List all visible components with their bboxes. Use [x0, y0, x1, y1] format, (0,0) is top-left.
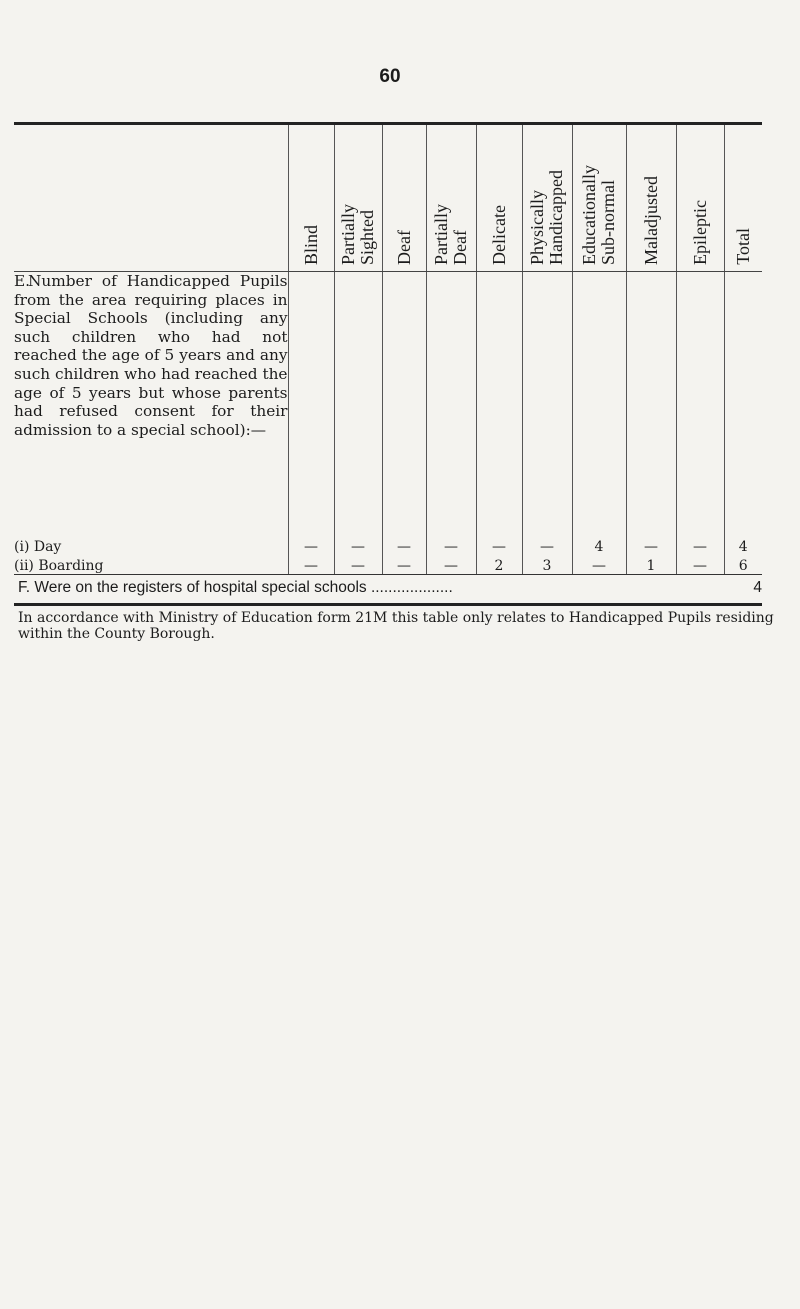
col-header-text: Educationally [579, 165, 600, 265]
col-header-deaf [382, 124, 426, 272]
value-cell: 1 [626, 555, 676, 575]
col-header-text: Partially [338, 204, 359, 265]
table-row-day [14, 536, 762, 555]
empty-cell [334, 272, 382, 537]
col-header-text: Sighted [357, 209, 377, 265]
row-label: (i) Day [14, 539, 62, 555]
section-e-description [14, 272, 288, 537]
value-cell: — [626, 536, 676, 555]
value-cell: — [334, 555, 382, 575]
value-cell: 4 [724, 536, 762, 555]
handicapped-pupils-table [14, 122, 762, 575]
page-number: 60 [379, 66, 401, 87]
col-header-text: Sub-normal [598, 180, 618, 265]
value-cell: 3 [522, 555, 572, 575]
col-header-maladjusted [626, 124, 676, 272]
value-cell: — [382, 555, 426, 575]
header-blank-cell [14, 124, 288, 272]
col-header-text: Total [732, 228, 753, 265]
footnote: In accordance with Ministry of Education form 21M this table only relates to Handicapped Pupils residing within the County Borough. [18, 610, 774, 642]
section-f-value: 4 [753, 579, 762, 596]
section-e-prefix: E. [14, 272, 31, 290]
col-header-text: Physically [527, 190, 548, 265]
col-header-partially-deaf [426, 124, 476, 272]
empty-cell [426, 272, 476, 537]
col-header-partially-sighted [334, 124, 382, 272]
col-header-text: Partially [431, 204, 452, 265]
value-cell: — [334, 536, 382, 555]
value-cell: — [382, 536, 426, 555]
col-header-text: Handicapped [546, 170, 566, 265]
section-f-text: F. Were on the registers of hospital special schools ................... [18, 579, 453, 596]
value-cell: — [426, 536, 476, 555]
value-cell: 6 [724, 555, 762, 575]
col-header-delicate [476, 124, 522, 272]
empty-cell [382, 272, 426, 537]
empty-cell [724, 272, 762, 537]
value-cell: — [476, 536, 522, 555]
divider-rule [14, 603, 762, 606]
col-header-text: Blind [300, 224, 321, 265]
row-label: (ii) Boarding [14, 555, 288, 575]
col-header-text: Deaf [450, 230, 470, 265]
empty-cell [476, 272, 522, 537]
col-header-physically-handicapped [522, 124, 572, 272]
col-header-blind [288, 124, 334, 272]
value-cell: — [426, 555, 476, 575]
value-cell: 2 [476, 555, 522, 575]
col-header-total [724, 124, 762, 272]
col-header-text: Delicate [488, 205, 509, 265]
col-header-text: Epileptic [689, 200, 710, 265]
empty-cell [626, 272, 676, 537]
value-cell: — [676, 536, 724, 555]
col-header-text: Deaf [393, 230, 414, 265]
value-cell: 4 [572, 536, 626, 555]
section-e-row [14, 272, 762, 537]
value-cell: — [522, 536, 572, 555]
table-row-boarding [14, 555, 762, 575]
col-header-educationally-subnormal [572, 124, 626, 272]
value-cell: — [288, 555, 334, 575]
empty-cell [522, 272, 572, 537]
table-header-row [14, 124, 762, 272]
value-cell: — [572, 555, 626, 575]
empty-cell [288, 272, 334, 537]
section-e-text: Number of Handicapped Pupils from the area requiring places in Special Schools (including any such children who had not reached the age of 5 years and any such children who had reached the age of 5 years but whose parents had refused consent for their admission to a special school):— [14, 272, 288, 439]
value-cell: — [288, 536, 334, 555]
empty-cell [572, 272, 626, 537]
value-cell: — [676, 555, 724, 575]
section-f-line [18, 579, 768, 597]
col-header-text: Maladjusted [640, 176, 661, 265]
empty-cell [676, 272, 724, 537]
col-header-epileptic [676, 124, 724, 272]
